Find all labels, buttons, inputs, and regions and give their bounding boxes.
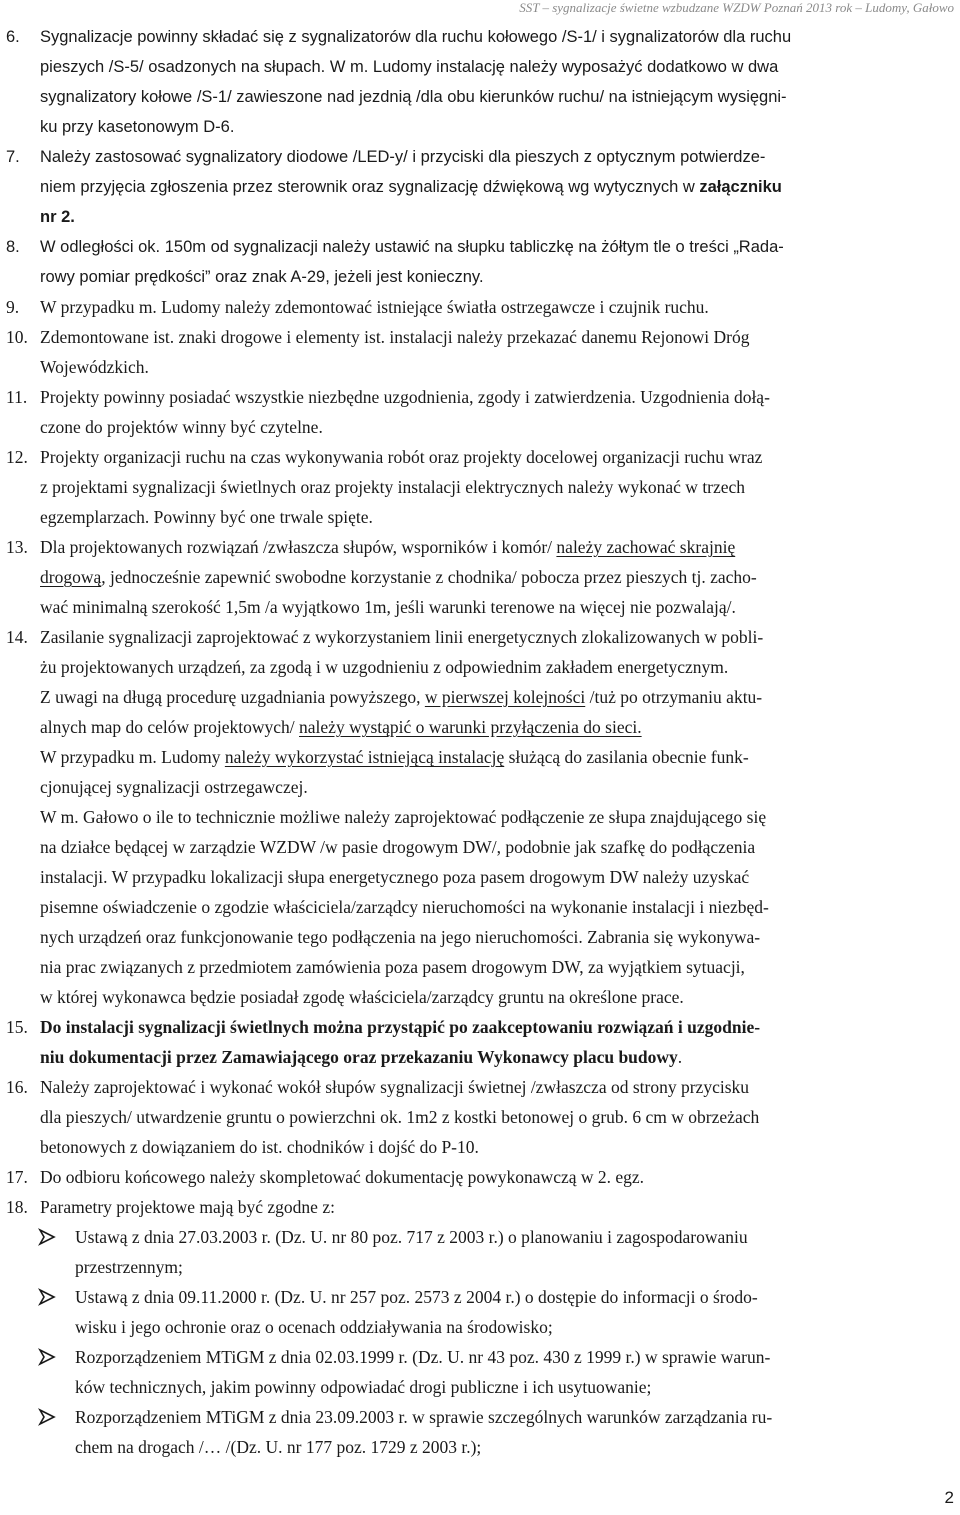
text-segment: przestrzennym; bbox=[75, 1257, 183, 1277]
list-item bbox=[0, 322, 958, 382]
text-segment: Parametry projektowe mają być zgodne z: bbox=[40, 1197, 335, 1217]
text-line bbox=[0, 442, 958, 472]
text-line bbox=[0, 352, 958, 382]
text-line bbox=[0, 592, 958, 622]
text-segment: Rozporządzeniem MTiGM z dnia 02.03.1999 r. (Dz. U. nr 43 poz. 430 z 1999 r.) w sprawie warun- bbox=[75, 1347, 771, 1367]
list-item bbox=[0, 382, 958, 442]
text-line bbox=[0, 292, 958, 322]
list-item bbox=[0, 232, 958, 292]
item-number: 11. bbox=[6, 387, 28, 407]
text-segment: pieszych /S-5/ osadzonych na słupach. W m. Ludomy instalację należy wyposażyć dodatkowo w dwa bbox=[40, 58, 779, 76]
underlined-text: należy wykorzystać istniejącą instalację bbox=[224, 747, 505, 767]
bullet-item bbox=[0, 1342, 958, 1402]
text-segment: ków technicznych, jakim powinny odpowiadać drogi publiczne i ich usytuowanie; bbox=[75, 1377, 652, 1397]
text-line bbox=[0, 952, 958, 982]
text-segment: , jednocześnie zapewnić swobodne korzystanie z chodnika/ pobocza przez pieszych tj. zacho- bbox=[101, 567, 757, 587]
text-line bbox=[0, 382, 958, 412]
item-number: 13. bbox=[6, 537, 28, 557]
text-segment: służącą do zasilania obecnie funk- bbox=[504, 747, 749, 767]
text-line bbox=[0, 1432, 958, 1462]
list-item bbox=[0, 442, 958, 532]
running-header: SST – sygnalizacje świetne wzbudzane WZDW Poznań 2013 rok – Ludomy, Gałowo bbox=[519, 0, 954, 15]
text-line bbox=[0, 712, 958, 742]
bullet-item bbox=[0, 1402, 958, 1462]
text-segment: /tuż po otrzymaniu aktu- bbox=[585, 687, 763, 707]
text-line bbox=[0, 112, 958, 142]
arrowhead-bullet-icon bbox=[38, 1408, 56, 1426]
bullet-item bbox=[0, 1282, 958, 1342]
underlined-text: drogową bbox=[40, 567, 102, 587]
text-line bbox=[0, 922, 958, 952]
text-line bbox=[0, 232, 958, 262]
list-item bbox=[0, 532, 958, 622]
text-line bbox=[0, 832, 958, 862]
list-item bbox=[0, 1012, 958, 1072]
underlined-text: należy zachować skrajnię bbox=[556, 537, 736, 557]
text-segment: Projekty organizacji ruchu na czas wykonywania robót oraz projekty docelowej organizacji ruchu wraz bbox=[40, 447, 763, 467]
text-line bbox=[0, 172, 958, 202]
text-line bbox=[0, 82, 958, 112]
text-segment: . bbox=[677, 1047, 683, 1067]
list-item bbox=[0, 292, 958, 322]
text-segment: sygnalizatory kołowe /S-1/ zawieszone nad jezdnią /dla obu kierunków ruchu/ na istniejącym wysięgni- bbox=[40, 88, 787, 106]
text-line bbox=[0, 1402, 958, 1432]
text-segment: betonowych z dowiązaniem do ist. chodników i dojść do P-10. bbox=[40, 1137, 479, 1157]
text-segment: Zasilanie sygnalizacji zaprojektować z wykorzystaniem linii energetycznych zlokalizowanych w pobli- bbox=[40, 627, 764, 647]
text-segment: niem przyjęcia zgłoszenia przez sterownik oraz sygnalizację dźwiękową wg wytycznych w bbox=[40, 178, 700, 196]
item-number: 16. bbox=[6, 1077, 28, 1097]
bold-text: nr 2. bbox=[40, 208, 75, 226]
item-number: 8. bbox=[6, 238, 20, 256]
text-segment: Wojewódzkich. bbox=[40, 357, 149, 377]
text-segment: wać minimalną szerokość 1,5m /a wyjątkowo 1m, jeśli warunki terenowe na więcej nie pozwalają/. bbox=[40, 597, 736, 617]
list-item bbox=[0, 1072, 958, 1162]
text-segment: z projektami sygnalizacji świetlnych oraz projekty instalacji elektrycznych należy wykonać w trzech bbox=[40, 477, 746, 497]
page-number: 2 bbox=[944, 1488, 954, 1507]
list-item bbox=[0, 142, 958, 232]
text-segment: Należy zaprojektować i wykonać wokół słupów sygnalizacji świetnej /zwłaszcza od strony przycisku bbox=[40, 1077, 750, 1097]
list-item bbox=[0, 22, 958, 142]
text-segment: Należy zastosować sygnalizatory diodowe /LED-y/ i przyciski dla pieszych z optycznym potwierdze- bbox=[40, 148, 766, 166]
text-segment: Ustawą z dnia 27.03.2003 r. (Dz. U. nr 80 poz. 717 z 2003 r.) o planowaniu i zagospodarowaniu bbox=[75, 1227, 748, 1247]
text-segment: W przypadku m. Ludomy należy zdemontować istniejące światła ostrzegawcze i czujnik ruchu. bbox=[40, 297, 709, 317]
item-number: 6. bbox=[6, 28, 20, 46]
item-number: 17. bbox=[6, 1167, 28, 1187]
text-segment: nych urządzeń oraz funkcjonowanie tego podłączenia na jego nieruchomości. Zabrania się wykonywa- bbox=[40, 927, 761, 947]
item-number: 9. bbox=[6, 297, 20, 317]
arrowhead-bullet-icon bbox=[38, 1348, 56, 1366]
text-line bbox=[0, 1042, 958, 1072]
text-line bbox=[0, 472, 958, 502]
text-segment: W przypadku m. Ludomy bbox=[40, 747, 225, 767]
text-segment: cjonującej sygnalizacji ostrzegawczej. bbox=[40, 777, 308, 797]
item-number: 14. bbox=[6, 627, 28, 647]
underlined-text: w pierwszej kolejności bbox=[424, 687, 586, 707]
text-segment: Sygnalizacje powinny składać się z sygnalizatorów dla ruchu kołowego /S-1/ i sygnalizatorów dla ruchu bbox=[40, 28, 792, 46]
text-segment: rowy pomiar prędkości” oraz znak A-29, jeżeli jest konieczny. bbox=[40, 268, 484, 286]
text-line bbox=[0, 1162, 958, 1192]
text-line bbox=[0, 52, 958, 82]
text-line bbox=[0, 1222, 958, 1252]
text-segment: dla pieszych/ utwardzenie gruntu o powierzchni ok. 1m2 z kostki betonowej o grub. 6 cm w obrzeżach bbox=[40, 1107, 760, 1127]
item-number: 18. bbox=[6, 1197, 28, 1217]
text-line bbox=[0, 772, 958, 802]
text-line bbox=[0, 1072, 958, 1102]
text-segment: pisemne oświadczenie o zgodzie właściciela/zarządcy nieruchomości na wykonanie instalacji i niezbęd- bbox=[40, 897, 769, 917]
arrowhead-bullet-icon bbox=[38, 1228, 56, 1246]
text-line bbox=[0, 622, 958, 652]
text-line bbox=[0, 322, 958, 352]
text-line bbox=[0, 142, 958, 172]
item-number: 10. bbox=[6, 327, 28, 347]
text-segment: żu projektowanych urządzeń, za zgodą i w uzgodnieniu z odpowiednim zakładem energetycznym. bbox=[40, 657, 729, 677]
bold-text: Do instalacji sygnalizacji świetlnych można przystąpić po zaakceptowaniu rozwiązań i uzgodnie- bbox=[40, 1017, 761, 1037]
list-item bbox=[0, 1192, 958, 1222]
text-line bbox=[0, 502, 958, 532]
text-line bbox=[0, 1342, 958, 1372]
text-line bbox=[0, 742, 958, 772]
text-line bbox=[0, 682, 958, 712]
text-segment: Z uwagi na długą procedurę uzgadniania powyższego, bbox=[40, 687, 425, 707]
requirements-list bbox=[0, 22, 958, 1462]
text-segment: ku przy kasetonowym D-6. bbox=[40, 118, 235, 136]
text-line bbox=[0, 1282, 958, 1312]
text-segment: Zdemontowane ist. znaki drogowe i elementy ist. instalacji należy przekazać danemu Rejonowi Dróg bbox=[40, 327, 750, 347]
item-number: 12. bbox=[6, 447, 28, 467]
item-number: 7. bbox=[6, 148, 20, 166]
text-line bbox=[0, 22, 958, 52]
text-line bbox=[0, 1312, 958, 1342]
text-segment: Dla projektowanych rozwiązań /zwłaszcza słupów, wsporników i komór/ bbox=[40, 537, 557, 557]
text-segment: instalacji. W przypadku lokalizacji słupa energetycznego poza pasem drogowym DW należy uzyskać bbox=[40, 867, 750, 887]
list-item bbox=[0, 1162, 958, 1192]
text-segment: W m. Gałowo o ile to technicznie możliwe należy zaprojektować podłączenie ze słupa znajdującego się bbox=[40, 807, 767, 827]
text-line bbox=[0, 262, 958, 292]
arrowhead-bullet-icon bbox=[38, 1288, 56, 1306]
text-segment: egzemplarzach. Powinny być one trwale spięte. bbox=[40, 507, 373, 527]
text-line bbox=[0, 1372, 958, 1402]
text-segment: W odległości ok. 150m od sygnalizacji należy ustawić na słupku tabliczkę na żółtym tle o treści „Rada- bbox=[40, 238, 784, 256]
bold-text: niu dokumentacji przez Zamawiającego oraz przekazaniu Wykonawcy placu budowy bbox=[40, 1047, 678, 1067]
text-segment: Projekty powinny posiadać wszystkie niezbędne uzgodnienia, zgody i zatwierdzenia. Uzgodnienia dołą- bbox=[40, 387, 770, 407]
bold-text: załączniku bbox=[699, 178, 782, 196]
text-line bbox=[0, 892, 958, 922]
text-segment: alnych map do celów projektowych/ bbox=[40, 717, 300, 737]
text-segment: Ustawą z dnia 09.11.2000 r. (Dz. U. nr 257 poz. 2573 z 2004 r.) o dostępie do informacji o środo- bbox=[75, 1287, 758, 1307]
text-line bbox=[0, 1132, 958, 1162]
text-line bbox=[0, 202, 958, 232]
text-line bbox=[0, 862, 958, 892]
text-segment: chem na drogach /… /(Dz. U. nr 177 poz. 1729 z 2003 r.); bbox=[75, 1437, 482, 1457]
item-number: 15. bbox=[6, 1017, 28, 1037]
text-segment: Rozporządzeniem MTiGM z dnia 23.09.2003 r. w sprawie szczególnych warunków zarządzania ru- bbox=[75, 1407, 773, 1427]
underlined-text: należy wystąpić o warunki przyłączenia do sieci. bbox=[299, 717, 642, 737]
text-segment: na działce będącej w zarządzie WZDW /w pasie drogowym DW/, podobnie jak szafkę do podłączenia bbox=[40, 837, 756, 857]
list-item bbox=[0, 622, 958, 1012]
text-line bbox=[0, 1252, 958, 1282]
text-segment: czone do projektów winny być czytelne. bbox=[40, 417, 323, 437]
text-segment: w której wykonawca będzie posiadał zgodę właściciela/zarządcy gruntu na określone prace. bbox=[40, 987, 684, 1007]
text-line bbox=[0, 802, 958, 832]
text-line bbox=[0, 982, 958, 1012]
text-line bbox=[0, 1102, 958, 1132]
text-line bbox=[0, 412, 958, 442]
text-line bbox=[0, 532, 958, 562]
bullet-item bbox=[0, 1222, 958, 1282]
text-segment: Do odbioru końcowego należy skompletować dokumentację powykonawczą w 2. egz. bbox=[40, 1167, 645, 1187]
text-line bbox=[0, 1012, 958, 1042]
text-line bbox=[0, 1192, 958, 1222]
text-segment: wisku i jego ochronie oraz o ocenach oddziaływania na środowisko; bbox=[75, 1317, 553, 1337]
text-line bbox=[0, 652, 958, 682]
text-line bbox=[0, 562, 958, 592]
text-segment: nia prac związanych z przedmiotem zamówienia poza pasem drogowym DW, za wyjątkiem sytuacji, bbox=[40, 957, 745, 977]
